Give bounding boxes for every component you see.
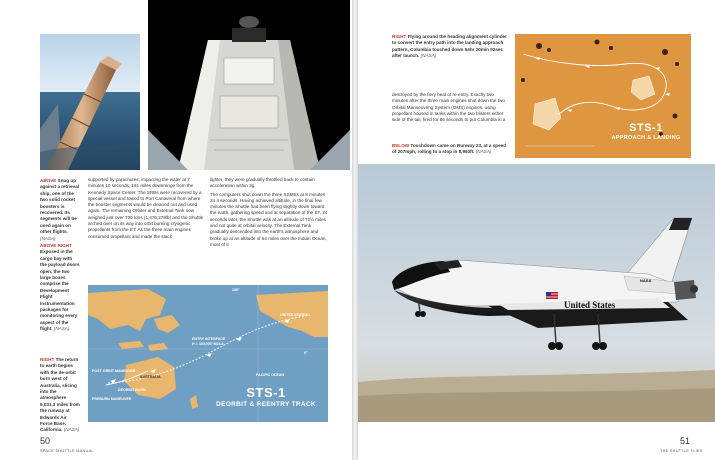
caption-text: Snug up against a retrieval ship, one of the two solid rocket boosters is recovered. Its segments will be used again on other flights. — [40, 178, 80, 235]
caption-lead: RIGHT — [40, 357, 55, 362]
caption-right — [392, 34, 510, 60]
map-label-pacific: PACIFIC OCEAN — [256, 373, 285, 377]
body-paragraph: supported by parachutes, impacting the water at 7 minutes 10 seconds, 161 miles downrange from the Kennedy Space Center. The SRBs were recovered by a special vessel and towed to Port Canaveral from where the booster segments would be cleaned out and used again. The remaining Orbiter and External Tank now weighed just over 700 tons (1,476,278lb) and the Shuttle arched over on its way into orbit burning cryogenic propellants from the ET. As the three main engines consumed propellant and made the stack — [88, 177, 204, 239]
caption-below — [392, 143, 510, 156]
caption-right — [40, 357, 80, 434]
cargo-bay-photo — [148, 0, 350, 170]
map-label-united-states: UNITED STATES — [280, 313, 309, 317]
map-label-lon: 180° — [232, 288, 240, 292]
map-title-sub: APPROACH & LANDING — [611, 135, 681, 141]
map-label-entry-interface: ENTRY INTERFACE — [192, 337, 226, 341]
map-title-main: STS-1 — [246, 385, 286, 400]
caption-above-right — [40, 243, 80, 333]
deorbit-track-map — [88, 285, 328, 422]
page-number: 51 — [680, 436, 691, 446]
body-column — [392, 92, 510, 125]
caption-credit: (NASA) — [63, 427, 80, 433]
map-title-sub: DEORBIT & REENTRY TRACK — [216, 401, 316, 408]
caption-credit: (NASA) — [53, 326, 70, 332]
right-page — [358, 0, 715, 460]
page-number: 50 — [40, 436, 51, 446]
caption-text: Touchdown came on Runway 23, at a speed of 207mph, rolling to a stop in 8,993ft. — [392, 143, 507, 155]
running-title: SPACE SHUTTLE MANUAL — [40, 449, 94, 453]
left-page — [0, 0, 352, 460]
approach-landing-map — [515, 34, 691, 158]
map-title — [601, 122, 691, 141]
caption-credit: (NASA) — [40, 235, 56, 241]
map-title-main: STS-1 — [629, 122, 663, 134]
caption-lead: ABOVE RIGHT — [40, 243, 72, 248]
orbiter-marking: United States — [564, 300, 616, 310]
body-paragraph: lighter, they were gradually throttled back to contain acceleration within 3g. — [210, 177, 315, 189]
running-title: THE SHUTTLE FLIES — [660, 449, 703, 453]
caption-above — [40, 178, 80, 242]
map-title — [206, 385, 326, 408]
caption-lead: BELOW — [392, 143, 410, 148]
map-label-australia: AUSTRALIA — [140, 375, 161, 379]
body-paragraph: destroyed by the fiery heat of re-entry. Exactly two minutes after the three main engines shut down the two Orbital Manoeuvring System (OMS) engines, using propellant housed in tanks within the two blisters either side of the tail, fired for 86 seconds to put Columbia in a — [392, 92, 506, 123]
caption-text: Flying around the heading alignment cylinder to convert the entry path into the landing approach pattern, Columbia touched down 54hr 20min 52sec after launch. — [392, 34, 507, 59]
body-column-2 — [210, 177, 328, 250]
map-label-lat: 0° — [304, 351, 308, 355]
caption-credit: (NASA) — [475, 149, 492, 155]
caption-credit: (NASA) — [420, 53, 437, 59]
caption-lead: RIGHT — [392, 34, 407, 39]
map-label-entry-detail: H = 400,000' M24.8 — [192, 342, 224, 346]
orbiter-nose-marking: NASA — [640, 278, 652, 283]
body-paragraph: The computers shut down the three SSMEs at 8 minutes 34.4 seconds. Having achieved altitude, in the final few minutes the Shuttle had been flying slightly down toward the earth, gathering speed and at separation of the ET, 24 seconds later, the Shuttle was at an altitude of 72½ miles and not quite at orbital velocity. The External Tank gradually descended into the earth's atmosphere and broke up at an altitude of 54 miles over the Indian Ocean, most of it — [210, 191, 328, 247]
body-column-1 — [88, 177, 204, 242]
caption-text: The return to earth begins with the de-orbit burn west of Australia, slicing into the atmosphere 5,031.3 miles from the runway at Edwards Air Force Base, California. — [40, 357, 80, 433]
caption-text: Exposed in the cargo bay with the payload doors open, the two large boxes comprise the Development Flight Instrumentation packages for monitoring every aspect of the flight. — [40, 249, 80, 332]
srb-recovery-photo — [40, 34, 140, 170]
map-label-preburn: PREBURN MANEUVER — [92, 397, 132, 401]
map-label-post-orbit: POST ORBIT MANEUVER — [92, 369, 136, 373]
columbia-landing-photo — [358, 164, 715, 422]
map-label-deorbit-burn: DEORBIT BURN — [118, 388, 146, 392]
caption-lead: ABOVE — [40, 178, 57, 183]
